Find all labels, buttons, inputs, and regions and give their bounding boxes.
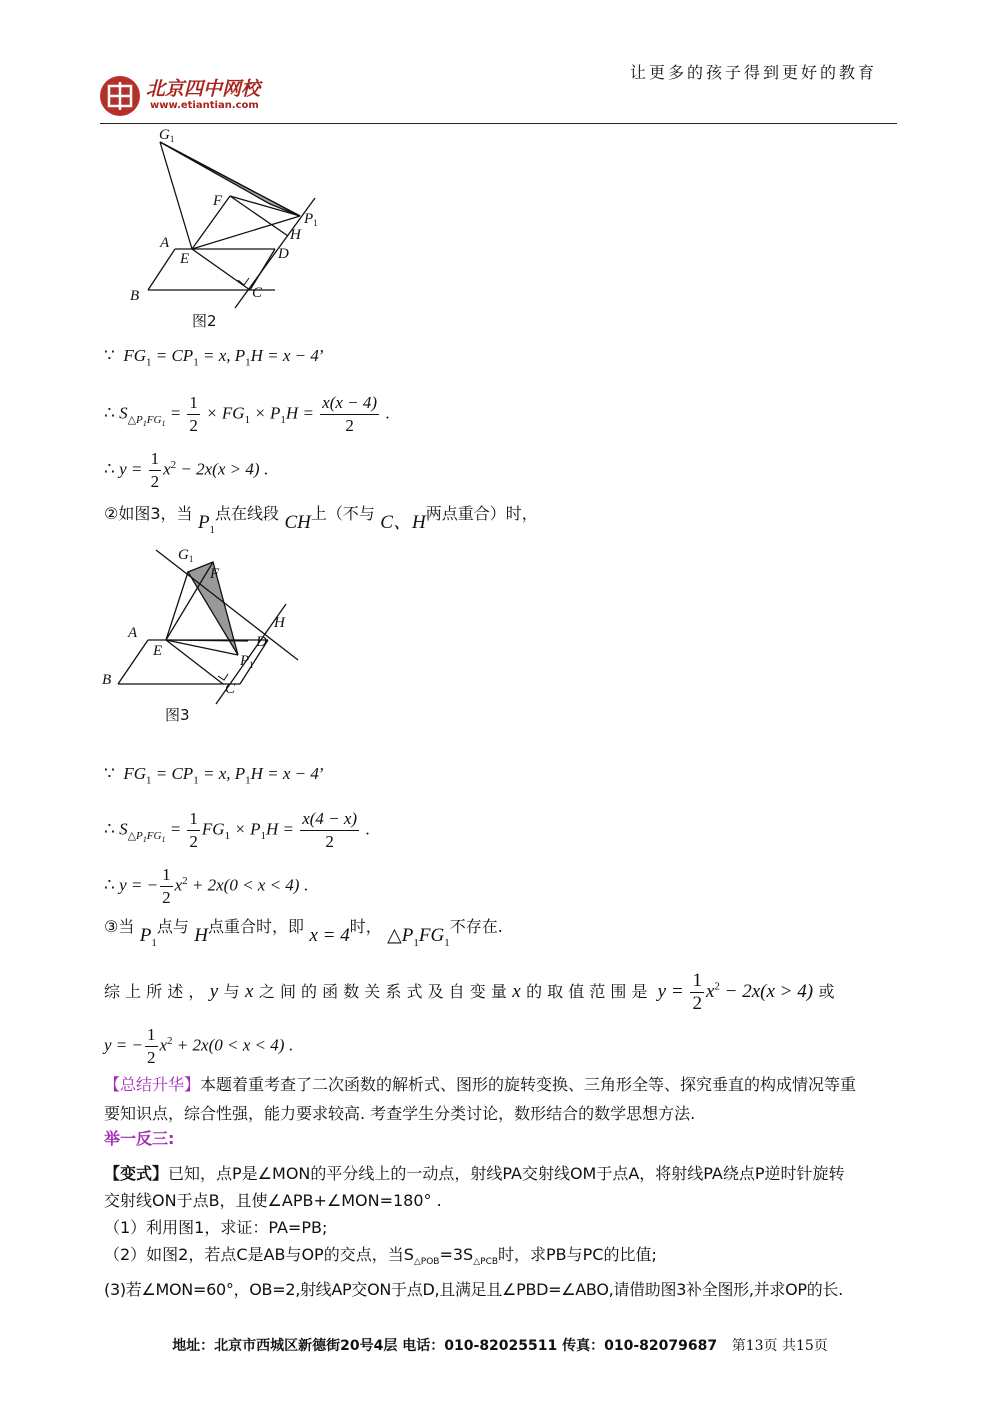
label-A: A (160, 235, 170, 251)
figure-3 (98, 542, 318, 712)
logo-emblem-icon (100, 76, 140, 116)
label-G1: $G_1$ (159, 127, 175, 144)
label-P1: $P_1$ (240, 653, 254, 670)
conclusion-tag: 【总结升华】 (104, 1075, 201, 1094)
logo-name: 北京四中网校 (146, 78, 261, 100)
label-H: H (274, 615, 285, 631)
footer (0, 1335, 1000, 1355)
conclusion-block: 【总结升华】本题着重考查了二次函数的解析式、图形的旋转变换、三角形全等、探究垂直的构成情况等重 要知识点，综合性强，能力要求较高. 考查学生分类讨论，数形结合的数学思想方法. (104, 1075, 857, 1123)
header-slogan: 让更多的孩子得到更好的教育 (630, 63, 878, 82)
label-C: C (252, 285, 263, 301)
practice-title: 举一反三: (104, 1129, 175, 1148)
label-C: C (225, 681, 236, 697)
case1-line1: ∵ $FG_1 = CP_1 = x$, $P_1H = x - 4$’ (104, 346, 325, 369)
header-divider (100, 123, 897, 124)
figure-2 (120, 126, 350, 336)
variant-tag: 【变式】 (104, 1164, 169, 1183)
case2-line3: ∴ y = − $\frac{1}{2}$ $x^2 + 2x(0 < x < 4)$ . (104, 865, 308, 907)
case2-intro: ②如图3，当 $P_1$点在线段 CH上（不与 C、H两点重合）时， (104, 504, 538, 536)
label-H: H (290, 227, 301, 243)
footer-address: 地址：北京市西城区新德街20号4层 电话：010-82025511 传真：010-82079687 (172, 1338, 718, 1354)
label-D: D (256, 634, 267, 650)
figure-3-caption: 图3 (165, 706, 190, 724)
label-A: A (128, 625, 138, 641)
label-P1: $P_1$ (304, 211, 318, 228)
variant-block: 【变式】已知，点P是∠MON的平分线上的一动点，射线PA交射线OM于点A，将射线PA绕点P逆时针旋转 交射线ON于点B，且使∠APB+∠MON=180° . （1）利用图1，求证：PA=PB; （2）如图2，若点C是AB与OP的交点，当$S_{\triangle POB}=3S_{\triangle PCB}$时，求PB与PC的比值; (3)若∠MON=60°，OB=2,射线AP交ON于点D,且满足且∠PBD=∠ABO,请借助图3补全图形,并求OP的长. (104, 1164, 845, 1300)
case3-line: ③当 $P_1$点与 H点重合时，即 x = 4时， $\triangle P_1FG_1$不存在. (104, 917, 503, 949)
logo-url: www.etiantian.com (150, 100, 259, 111)
page-number: 第13页 共15页 (731, 1338, 828, 1354)
label-B: B (130, 288, 140, 304)
logo (100, 74, 300, 118)
summary-line1: 综 上 所 述 ， y 与 x 之 间 的 函 数 关 系 式 及 自 变 量 x 的 取 值 范 围 是 y = $\frac{1}{2}$ $x^2 - 2x(x > 4)$ 或 (104, 970, 835, 1014)
figure-2-caption: 图2 (192, 312, 217, 330)
label-B: B (102, 672, 112, 688)
label-E: E (180, 251, 190, 267)
label-F: F (213, 193, 223, 209)
label-G1: $G_1$ (178, 547, 194, 564)
label-D: D (278, 246, 289, 262)
label-E: E (153, 643, 163, 659)
case2-line1: ∵ $FG_1 = CP_1 = x$, $P_1H = x - 4$’ (104, 764, 325, 787)
case1-line2: ∴ $S_{\triangle P_1FG_1}$ = $\frac{1}{2}$ × $FG_1 \times P_1H$ = $\frac{x(x - 4)}{2}$ . (104, 393, 390, 435)
case2-line2: ∴ $S_{\triangle P_1FG_1}$ = $\frac{1}{2}$ $FG_1 \times P_1H$ = $\frac{x(4 - x)}{2}$ . (104, 809, 370, 851)
summary-line2: y = − $\frac{1}{2}$ $x^2 + 2x(0 < x < 4)$ . (104, 1025, 293, 1067)
case1-line3: ∴ y = $\frac{1}{2}$ $x^2 - 2x(x > 4)$ . (104, 449, 269, 491)
label-F: F (210, 566, 220, 582)
